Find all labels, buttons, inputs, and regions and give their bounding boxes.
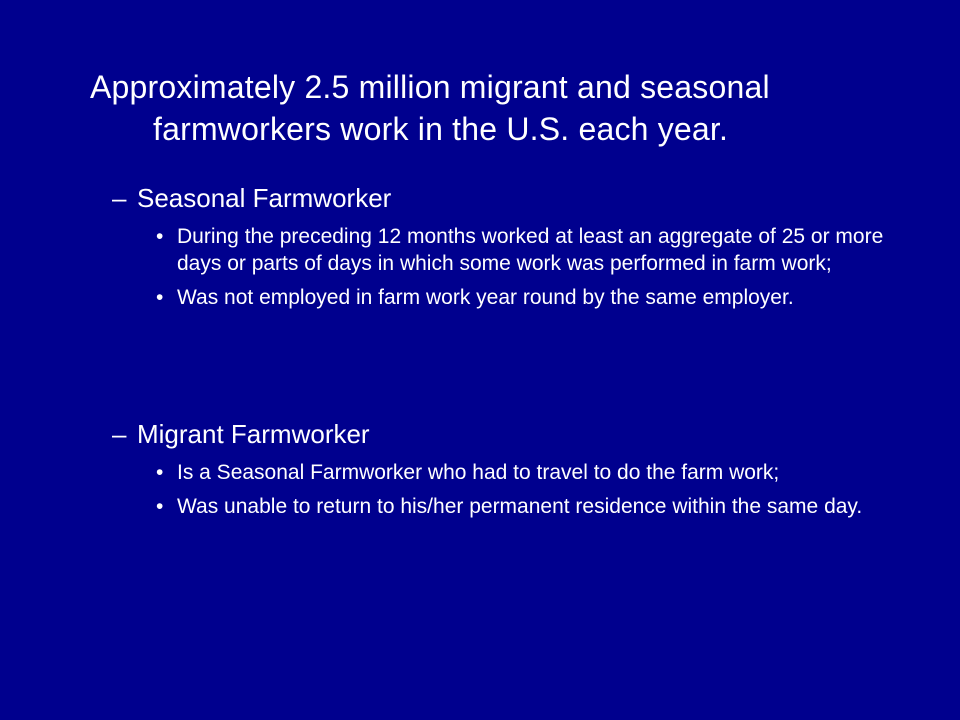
dash-marker: – — [112, 183, 127, 213]
bullet-text: During the preceding 12 months worked at least an aggregate of 25 or more days or parts of days in which some work was performed in farm work; — [177, 225, 884, 275]
bullet-text: Was not employed in farm work year round by the same employer. — [177, 286, 794, 309]
bullet-icon: • — [156, 495, 164, 518]
section-heading — [112, 417, 370, 451]
bullet-list — [155, 223, 895, 318]
bullet-icon: • — [156, 461, 164, 484]
section-heading-label: Seasonal Farmworker — [137, 183, 392, 213]
bullet-text: Was unable to return to his/her permanent residence within the same day. — [177, 495, 863, 518]
bullet-icon: • — [156, 286, 164, 309]
slide-headline: Approximately 2.5 million migrant and seasonal farmworkers work in the U.S. each year. — [90, 69, 770, 147]
bullet-text: Is a Seasonal Farmworker who had to travel to do the farm work; — [177, 461, 780, 484]
section-heading-label: Migrant Farmworker — [137, 419, 370, 449]
list-item — [155, 284, 895, 311]
list-item — [155, 223, 895, 277]
list-item — [155, 459, 895, 486]
dash-marker: – — [112, 419, 127, 449]
list-item — [155, 493, 895, 520]
bullet-list — [155, 459, 895, 527]
section-heading — [112, 181, 391, 215]
bullet-icon: • — [156, 225, 164, 248]
